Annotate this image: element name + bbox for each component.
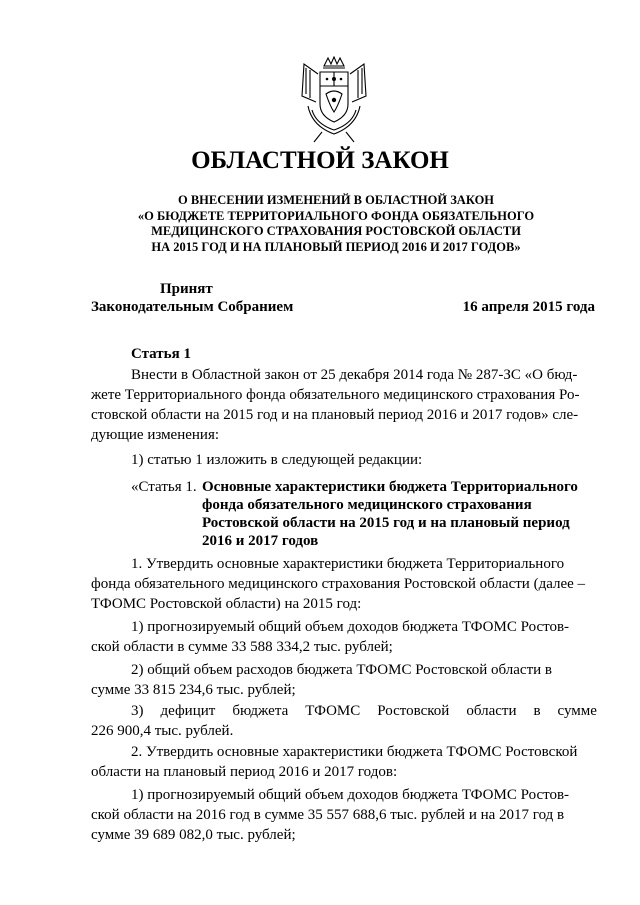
paragraph-line: ТФОМС Ростовской области) на 2015 год:: [91, 596, 362, 612]
article-intro-paragraph: [91, 365, 597, 445]
word: области: [466, 703, 517, 719]
clause-1-1-paragraph: [91, 617, 597, 657]
paragraph-line: области на плановый период 2016 и 2017 годов:: [91, 764, 398, 780]
article-heading: Статья 1: [131, 346, 191, 362]
paragraph-line: Внести в Областной закон от 25 декабря 2014 года № 287-ЗС «О бюд-: [131, 367, 578, 383]
clause-1-3-paragraph: [91, 701, 597, 741]
paragraph-line: сумме 33 815 234,6 тыс. рублей;: [91, 682, 296, 698]
word: бюджета: [232, 703, 289, 719]
word: в: [533, 703, 541, 719]
clause-1-paragraph: [91, 554, 597, 614]
item-1-paragraph: [91, 450, 597, 470]
word: ТФОМС: [305, 703, 361, 719]
paragraph-line: ской области на 2016 год в сумме 35 557 688,6 тыс. рублей и на 2017 год в: [91, 807, 565, 823]
paragraph-line: 226 900,4 тыс. рублей.: [91, 723, 234, 739]
clause-1-2-paragraph: [91, 660, 597, 700]
adoption-body: Законодательным Собранием: [91, 299, 294, 315]
paragraph-line: дующие изменения:: [91, 427, 220, 443]
new-article-title: [202, 478, 578, 550]
adoption-date: 16 апреля 2015 года: [462, 299, 595, 315]
subtitle-line: НА 2015 ГОД И НА ПЛАНОВЫЙ ПЕРИОД 2016 И 2017 ГОДОВ»: [151, 239, 521, 254]
subtitle-line: «О БЮДЖЕТЕ ТЕРРИТОРИАЛЬНОГО ФОНДА ОБЯЗАТЕЛЬНОГО: [137, 208, 535, 223]
paragraph-line: 1. Утвердить основные характеристики бюджета Территориального: [131, 556, 565, 572]
subtitle-line: МЕДИЦИНСКОГО СТРАХОВАНИЯ РОСТОВСКОЙ ОБЛАСТИ: [151, 224, 521, 238]
paragraph-line: 1) прогнозируемый общий объем доходов бюджета ТФОМС Ростов-: [131, 619, 570, 635]
clause-2-1-paragraph: [91, 785, 597, 845]
word: 3): [131, 703, 144, 719]
document-title: ОБЛАСТНОЙ ЗАКОН: [191, 147, 449, 174]
new-article-prefix: «Статья 1.: [131, 479, 197, 495]
document-subtitle: [60, 193, 612, 255]
paragraph-line: сумме 39 689 082,0 тыс. рублей;: [91, 827, 296, 843]
word: дефицит: [160, 703, 216, 719]
paragraph-line: 1) статью 1 изложить в следующей редакции:: [131, 452, 423, 468]
paragraph-line: 2) общий объем расходов бюджета ТФОМС Ростовской области в: [131, 662, 552, 678]
paragraph-line: ской области в сумме 33 588 334,2 тыс. рублей;: [91, 639, 393, 655]
subtitle-line: О ВНЕСЕНИИ ИЗМЕНЕНИЙ В ОБЛАСТНОЙ ЗАКОН: [177, 193, 495, 207]
title-line: фонда обязательного медицинского страхования: [202, 497, 532, 513]
paragraph-line: жете Территориального фонда обязательного медицинского страхования Ро-: [91, 387, 580, 403]
paragraph-line: 2. Утвердить основные характеристики бюджета ТФОМС Ростовской: [131, 744, 578, 760]
word: сумме: [557, 703, 597, 719]
clause-2-paragraph: [91, 742, 597, 782]
title-line: Ростовской области на 2015 год и на плановый период: [202, 515, 570, 531]
rostov-oblast-coat-of-arms-icon: [294, 56, 374, 144]
adoption-label: Принят: [160, 281, 213, 297]
paragraph-line: фонда обязательного медицинского страхования Ростовской области (далее –: [91, 576, 586, 592]
word: Ростовской: [377, 703, 450, 719]
title-line: Основные характеристики бюджета Территориального: [202, 479, 578, 495]
paragraph-line: стовской области на 2015 год и на плановый период 2016 и 2017 годов» сле-: [91, 407, 579, 423]
paragraph-line: [91, 701, 597, 721]
paragraph-line: 1) прогнозируемый общий объем доходов бюджета ТФОМС Ростов-: [131, 787, 570, 803]
title-line: 2016 и 2017 годов: [202, 533, 319, 549]
